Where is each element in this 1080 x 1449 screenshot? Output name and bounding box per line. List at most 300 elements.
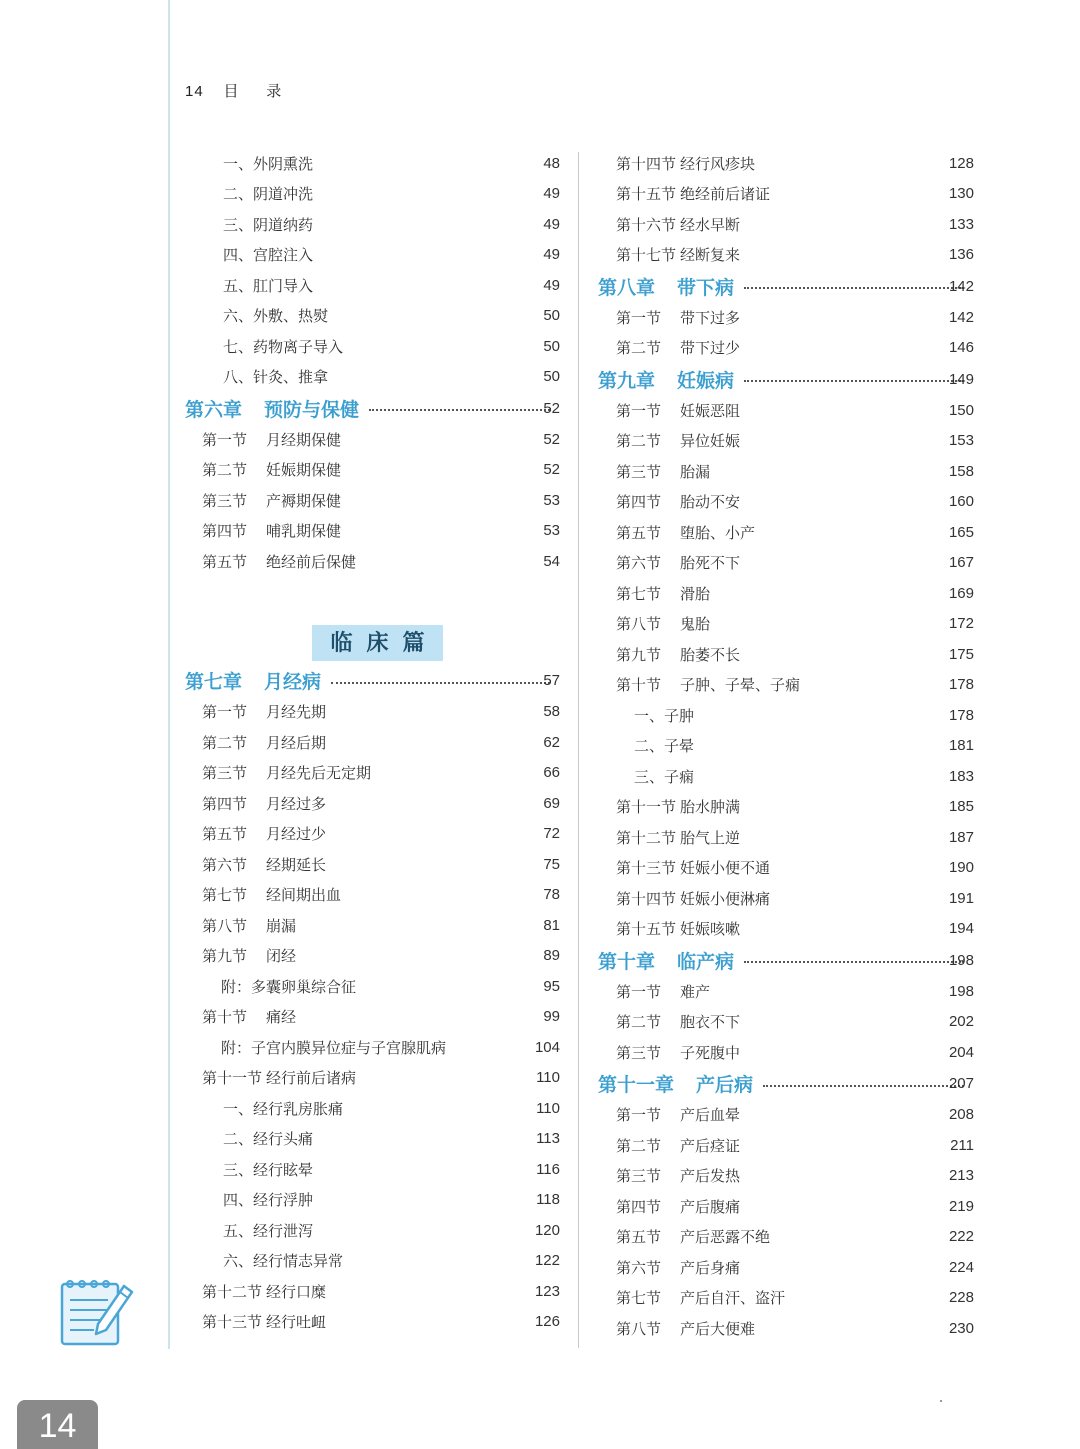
toc-section-row[interactable] [185, 727, 560, 758]
toc-entry-number: 第七章 [185, 671, 243, 693]
toc-page-number: 72 [543, 825, 560, 843]
toc-section-row[interactable] [598, 792, 974, 823]
toc-page-number: 66 [543, 764, 560, 782]
toc-right-column [598, 148, 974, 1344]
toc-entry-number: 第九节 [202, 947, 248, 966]
toc-page-number: 49 [543, 246, 560, 264]
toc-entry-title [616, 491, 740, 512]
toc-section-row[interactable] [598, 179, 974, 210]
toc-entry-text: 带下病 [677, 276, 735, 299]
dot-leader [744, 380, 964, 382]
toc-section-row[interactable] [598, 822, 974, 853]
toc-entry-title [202, 884, 341, 905]
toc-entry-text: 难产 [680, 982, 711, 1001]
toc-left-column [185, 148, 560, 1337]
toc-entry-text: 五、肛门导入 [223, 276, 314, 295]
toc-page-number: 194 [948, 920, 974, 938]
toc-item-row[interactable] [185, 1215, 560, 1246]
toc-entry-number: 第三节 [616, 1167, 662, 1186]
toc-chapter-row[interactable] [185, 392, 560, 424]
toc-entry-title [634, 735, 694, 756]
toc-entry-number: 第二节 [202, 461, 248, 480]
toc-page-number: 130 [948, 185, 974, 203]
toc-entry-text: 四、宫腔注入 [223, 246, 314, 265]
toc-entry-title [202, 459, 341, 480]
toc-chapter-row[interactable] [598, 944, 974, 976]
toc-entry-number: 第十一章 [598, 1074, 675, 1096]
toc-entry-number: 第十五节 [616, 185, 677, 204]
toc-item-row[interactable] [185, 331, 560, 362]
toc-section-row[interactable] [598, 1100, 974, 1131]
toc-entry-text: 哺乳期保健 [266, 522, 342, 541]
toc-page-number: 48 [543, 154, 560, 172]
toc-section-row[interactable] [185, 697, 560, 728]
toc-page-number: 175 [948, 645, 974, 663]
toc-section-row[interactable] [598, 1161, 974, 1192]
toc-entry-text: 一、经行乳房胀痛 [223, 1099, 344, 1118]
toc-page-number: 149 [948, 370, 974, 388]
toc-section-row[interactable] [598, 1283, 974, 1314]
toc-item-row[interactable] [185, 209, 560, 240]
toc-section-row[interactable] [185, 1276, 560, 1307]
toc-section-row[interactable] [185, 880, 560, 911]
toc-entry-text: 产后身痛 [680, 1258, 741, 1277]
toc-entry-text: 子死腹中 [680, 1043, 741, 1062]
toc-page-number: 136 [948, 246, 974, 264]
toc-entry-number: 第二节 [616, 432, 662, 451]
toc-entry-title [223, 153, 313, 174]
toc-entry-number: 第三节 [202, 491, 248, 510]
toc-page-number: 50 [543, 368, 560, 386]
toc-entry-title [616, 1287, 785, 1308]
toc-item-row[interactable] [598, 700, 974, 731]
toc-entry-text: 月经病 [264, 671, 322, 693]
toc-section-row[interactable] [185, 758, 560, 789]
toc-entry-number: 第一节 [202, 430, 248, 449]
toc-entry-text: 八、针灸、推拿 [223, 368, 329, 387]
toc-entry-title [598, 947, 734, 974]
toc-entry-title [223, 275, 313, 296]
toc-section-row[interactable] [598, 148, 974, 179]
toc-entry-text: 子肿、子晕、子痫 [680, 676, 801, 695]
toc-entry-number: 第九章 [598, 369, 656, 392]
dot-leader [763, 1085, 964, 1087]
toc-section-row[interactable] [598, 487, 974, 518]
toc-entry-title [223, 1128, 313, 1149]
toc-page-number: 213 [948, 1167, 974, 1185]
toc-section-row[interactable] [185, 424, 560, 455]
toc-section-row[interactable] [185, 941, 560, 972]
toc-item-row[interactable] [185, 1093, 560, 1124]
toc-page-number: 219 [948, 1197, 974, 1215]
toc-page-number: 222 [948, 1228, 974, 1246]
toc-section-row[interactable] [598, 578, 974, 609]
toc-section-row[interactable] [598, 240, 974, 271]
toc-entry-text: 月经先期 [266, 703, 327, 722]
toc-entry-text: 妊娠小便不通 [680, 859, 771, 878]
toc-section-row[interactable] [598, 426, 974, 457]
toc-page-number: 181 [948, 737, 974, 755]
toc-page-number: 52 [543, 461, 560, 479]
toc-entry-number: 第五节 [616, 523, 662, 542]
print-speck [940, 1400, 942, 1402]
toc-entry-number: 第十二节 [202, 1282, 263, 1301]
toc-item-row[interactable] [185, 301, 560, 332]
toc-entry-title [202, 732, 326, 753]
toc-section-row[interactable] [598, 395, 974, 426]
toc-entry-number: 第五节 [202, 825, 248, 844]
toc-entry-title [616, 244, 740, 265]
toc-entry-title [202, 823, 326, 844]
toc-page-number: 53 [543, 491, 560, 509]
dot-leader [331, 682, 550, 684]
toc-page-number: 113 [536, 1130, 560, 1148]
toc-entry-text: 崩漏 [266, 916, 297, 935]
toc-page-number: 191 [948, 889, 974, 907]
toc-chapter-row[interactable] [598, 270, 974, 302]
toc-entry-number: 第二节 [616, 1136, 662, 1155]
toc-section-row[interactable] [598, 670, 974, 701]
toc-page-number: 185 [948, 798, 974, 816]
toc-entry-title [616, 461, 710, 482]
toc-entry-text: 胎漏 [680, 462, 711, 481]
toc-page-number: 183 [948, 767, 974, 785]
toc-entry-text: 产后恶露不绝 [680, 1228, 771, 1247]
toc-section-row[interactable] [185, 516, 560, 547]
toc-section-row[interactable] [185, 455, 560, 486]
toc-entry-text: 一、子肿 [634, 706, 695, 725]
toc-page-number: 110 [536, 1099, 560, 1117]
toc-section-row[interactable] [598, 1252, 974, 1283]
toc-section-row[interactable] [598, 883, 974, 914]
toc-entry-text: 胎动不安 [680, 493, 741, 512]
toc-entry-title [185, 395, 359, 422]
toc-entry-text: 痛经 [266, 1008, 297, 1027]
toc-item-row[interactable] [598, 731, 974, 762]
toc-chapter-row[interactable] [598, 363, 974, 395]
toc-entry-text: 妊娠咳嗽 [680, 920, 741, 939]
toc-entry-text: 临产病 [677, 950, 735, 973]
toc-entry-number: 第十节 [616, 676, 662, 695]
toc-entry-title [616, 857, 770, 878]
toc-item-row[interactable] [185, 270, 560, 301]
toc-page-number: 126 [534, 1313, 560, 1331]
toc-page-number: 207 [948, 1075, 974, 1092]
toc-page-number: 116 [536, 1160, 560, 1178]
toc-entry-title [202, 701, 326, 722]
toc-entry-title [202, 551, 356, 572]
toc-entry-text: 二、子晕 [634, 737, 695, 756]
toc-page-number: 110 [536, 1069, 560, 1087]
toc-entry-title [202, 1281, 326, 1302]
toc-page-number: 104 [534, 1038, 560, 1056]
toc-page-number: 150 [948, 401, 974, 419]
toc-page-number: 52 [543, 399, 560, 417]
dot-leader [744, 287, 964, 289]
toc-section-row[interactable] [185, 1063, 560, 1094]
toc-page-number: 133 [948, 215, 974, 233]
toc-entry-title [616, 613, 710, 634]
toc-entry-title [223, 214, 313, 235]
toc-page-number: 58 [543, 703, 560, 721]
toc-entry-text: 产后大便难 [680, 1319, 756, 1338]
toc-entry-title [616, 583, 710, 604]
dot-leader [744, 961, 964, 963]
toc-entry-number: 第十四节 [616, 889, 677, 908]
toc-section-row[interactable] [598, 639, 974, 670]
toc-page-number: 57 [543, 672, 560, 689]
toc-entry-text: 月经后期 [266, 733, 327, 752]
toc-entry-number: 第十六节 [616, 215, 677, 234]
toc-item-row[interactable] [185, 1246, 560, 1277]
toc-page-number: 122 [534, 1252, 560, 1270]
toc-page-number: 54 [543, 552, 560, 570]
toc-page-number: 160 [948, 493, 974, 511]
toc-entry-text: 妊娠期保健 [266, 461, 342, 480]
toc-entry-text: 鬼胎 [680, 615, 711, 634]
toc-page-number: 120 [534, 1221, 560, 1239]
toc-entry-title [202, 1006, 296, 1027]
toc-entry-title [616, 1226, 770, 1247]
toc-entry-number: 第八节 [616, 615, 662, 634]
toc-entry-text: 胎死不下 [680, 554, 741, 573]
toc-page-number: 50 [543, 307, 560, 325]
toc-section-row[interactable] [598, 609, 974, 640]
toc-entry-number: 第四节 [616, 493, 662, 512]
toc-entry-title [616, 1104, 740, 1125]
toc-entry-title [221, 1037, 446, 1058]
toc-entry-text: 经行口糜 [266, 1282, 327, 1301]
toc-entry-text: 经行前后诸病 [266, 1069, 357, 1088]
toc-entry-number: 第一节 [616, 1106, 662, 1125]
toc-entry-title [616, 1196, 740, 1217]
toc-section-row[interactable] [185, 546, 560, 577]
toc-entry-text: 三、子痫 [634, 767, 695, 786]
toc-entry-title [223, 1159, 313, 1180]
toc-entry-title [616, 644, 740, 665]
header-word-2: 录 [266, 82, 283, 100]
toc-page-number: 187 [948, 828, 974, 846]
toc-entry-number: 第三节 [616, 1043, 662, 1062]
toc-entry-number: 第六章 [185, 398, 243, 421]
section-spacer [185, 577, 560, 625]
toc-entry-title [616, 307, 740, 328]
toc-page-number: 178 [948, 676, 974, 694]
toc-section-row[interactable] [598, 1007, 974, 1038]
notebook-pencil-icon [58, 1272, 136, 1348]
toc-entry-title [616, 522, 755, 543]
toc-entry-number: 第七节 [616, 1289, 662, 1308]
toc-section-row[interactable] [598, 1191, 974, 1222]
toc-entry-text: 四、经行浮肿 [223, 1191, 314, 1210]
toc-entry-title [223, 366, 328, 387]
toc-section-row[interactable] [185, 910, 560, 941]
toc-section-row[interactable] [598, 1037, 974, 1068]
toc-section-row[interactable] [598, 914, 974, 945]
toc-page-number: 158 [948, 462, 974, 480]
toc-section-row[interactable] [185, 849, 560, 880]
toc-entry-text: 产后痉证 [680, 1136, 741, 1155]
toc-section-row[interactable] [185, 819, 560, 850]
toc-entry-title [223, 336, 343, 357]
toc-entry-number: 第一节 [616, 982, 662, 1001]
toc-section-row[interactable] [598, 1130, 974, 1161]
toc-page-number: 123 [534, 1282, 560, 1300]
toc-entry-text: 三、经行眩晕 [223, 1160, 314, 1179]
toc-entry-title [202, 1067, 356, 1088]
toc-section-row[interactable] [598, 548, 974, 579]
toc-page-number: 153 [948, 432, 974, 450]
toc-entry-title [616, 552, 740, 573]
toc-entry-text: 产后血晕 [680, 1106, 741, 1125]
toc-entry-number: 第六节 [616, 554, 662, 573]
toc-entry-title [202, 945, 296, 966]
toc-page-number: 118 [536, 1191, 560, 1209]
toc-entry-text: 妊娠病 [677, 369, 735, 392]
toc-entry-number: 第二节 [616, 1013, 662, 1032]
toc-entry-title [616, 183, 770, 204]
toc-chapter-row[interactable] [598, 1068, 974, 1100]
toc-entry-number: 第六节 [616, 1258, 662, 1277]
toc-note-row[interactable] [185, 1032, 560, 1063]
toc-item-row[interactable] [185, 1185, 560, 1216]
toc-section-row[interactable] [598, 1313, 974, 1344]
toc-entry-title [616, 981, 710, 1002]
toc-entry-number: 第十三节 [616, 859, 677, 878]
toc-page-number: 208 [948, 1106, 974, 1124]
toc-entry-title [634, 705, 694, 726]
toc-entry-text: 预防与保健 [264, 398, 360, 421]
toc-entry-number: 第三节 [616, 462, 662, 481]
toc-entry-title [616, 1257, 740, 1278]
toc-section-row[interactable] [598, 976, 974, 1007]
toc-item-row[interactable] [185, 1154, 560, 1185]
toc-item-row[interactable] [185, 240, 560, 271]
toc-item-row[interactable] [185, 362, 560, 393]
toc-chapter-row[interactable] [185, 665, 560, 697]
toc-entry-text: 月经期保健 [266, 430, 342, 449]
toc-entry-text: 异位妊娠 [680, 432, 741, 451]
toc-section-row[interactable] [598, 209, 974, 240]
toc-entry-number: 第十三节 [202, 1313, 263, 1332]
toc-entry-title [616, 153, 755, 174]
toc-entry-title [223, 305, 328, 326]
toc-entry-number: 第十一节 [616, 798, 677, 817]
toc-entry-number: 第九节 [616, 645, 662, 664]
toc-section-row[interactable] [185, 1307, 560, 1338]
toc-entry-title [634, 766, 694, 787]
toc-entry-number: 第一节 [202, 703, 248, 722]
toc-page-number: 224 [948, 1258, 974, 1276]
toc-entry-number: 第七节 [616, 584, 662, 603]
toc-item-row[interactable] [185, 148, 560, 179]
toc-entry-title [223, 183, 313, 204]
toc-entry-title [598, 1070, 753, 1097]
toc-page-number: 204 [948, 1043, 974, 1061]
toc-section-row[interactable] [598, 517, 974, 548]
toc-entry-title [616, 888, 770, 909]
toc-page-number: 190 [948, 859, 974, 877]
toc-entry-text: 经期延长 [266, 855, 327, 874]
toc-entry-number: 第一节 [616, 401, 662, 420]
toc-page-number: 89 [543, 947, 560, 965]
toc-entry-number: 第八节 [202, 916, 248, 935]
toc-page-number: 146 [948, 339, 974, 357]
toc-entry-title [202, 520, 341, 541]
toc-page-number: 53 [543, 522, 560, 540]
toc-entry-number: 第二节 [202, 733, 248, 752]
toc-entry-title [202, 793, 326, 814]
toc-entry-title [616, 1165, 740, 1186]
toc-entry-text: 一、外阴熏洗 [223, 154, 314, 173]
toc-entry-text: 二、经行头痛 [223, 1130, 314, 1149]
toc-entry-number: 第八节 [616, 1319, 662, 1338]
toc-section-row[interactable] [598, 456, 974, 487]
toc-entry-number: 第十五节 [616, 920, 677, 939]
toc-section-row[interactable] [185, 485, 560, 516]
toc-page-number: 78 [543, 886, 560, 904]
toc-section-row[interactable] [598, 302, 974, 333]
toc-entry-title [223, 1220, 313, 1241]
toc-entry-text: 产后发热 [680, 1167, 741, 1186]
toc-entry-title [223, 1250, 343, 1271]
toc-entry-text: 产后自汗、盗汗 [680, 1289, 786, 1308]
toc-entry-text: 胎气上逆 [680, 828, 741, 847]
toc-entry-number: 第八章 [598, 276, 656, 299]
toc-page-number: 81 [543, 916, 560, 934]
toc-section-row[interactable] [185, 788, 560, 819]
toc-page-number: 167 [948, 554, 974, 572]
toc-entry-title [616, 674, 800, 695]
toc-page-number: 49 [543, 276, 560, 294]
toc-item-row[interactable] [598, 761, 974, 792]
toc-entry-number: 第三节 [202, 764, 248, 783]
toc-entry-text: 经断复来 [680, 246, 741, 265]
toc-entry-text: 附：多囊卵巢综合征 [221, 977, 357, 996]
toc-entry-title [598, 273, 734, 300]
toc-section-row[interactable] [598, 333, 974, 364]
toc-section-row[interactable] [185, 1002, 560, 1033]
toc-entry-text: 产褥期保健 [266, 491, 342, 510]
toc-entry-text: 经水早断 [680, 215, 741, 234]
toc-section-row[interactable] [598, 1222, 974, 1253]
toc-page-number: 172 [948, 615, 974, 633]
toc-entry-text: 绝经前后保健 [266, 552, 357, 571]
toc-page-number: 198 [948, 951, 974, 969]
toc-entry-text: 堕胎、小产 [680, 523, 756, 542]
running-header [185, 80, 282, 101]
toc-entry-title [202, 762, 371, 783]
toc-entry-text: 产后病 [696, 1074, 754, 1096]
toc-page-number: 62 [543, 733, 560, 751]
toc-page-number: 95 [543, 977, 560, 995]
toc-item-row[interactable] [185, 1124, 560, 1155]
toc-entry-text: 产后腹痛 [680, 1197, 741, 1216]
toc-entry-title [223, 1189, 313, 1210]
toc-page-number: 198 [948, 982, 974, 1000]
toc-entry-number: 第十章 [598, 950, 656, 973]
toc-item-row[interactable] [185, 179, 560, 210]
toc-entry-title [202, 1311, 326, 1332]
toc-entry-number: 第十七节 [616, 246, 677, 265]
toc-entry-text: 月经先后无定期 [266, 764, 372, 783]
toc-entry-text: 妊娠小便淋痛 [680, 889, 771, 908]
toc-section-row[interactable] [598, 853, 974, 884]
margin-rule [168, 0, 170, 1349]
toc-entry-title [202, 854, 326, 875]
toc-page-number: 211 [950, 1136, 974, 1154]
toc-note-row[interactable] [185, 971, 560, 1002]
